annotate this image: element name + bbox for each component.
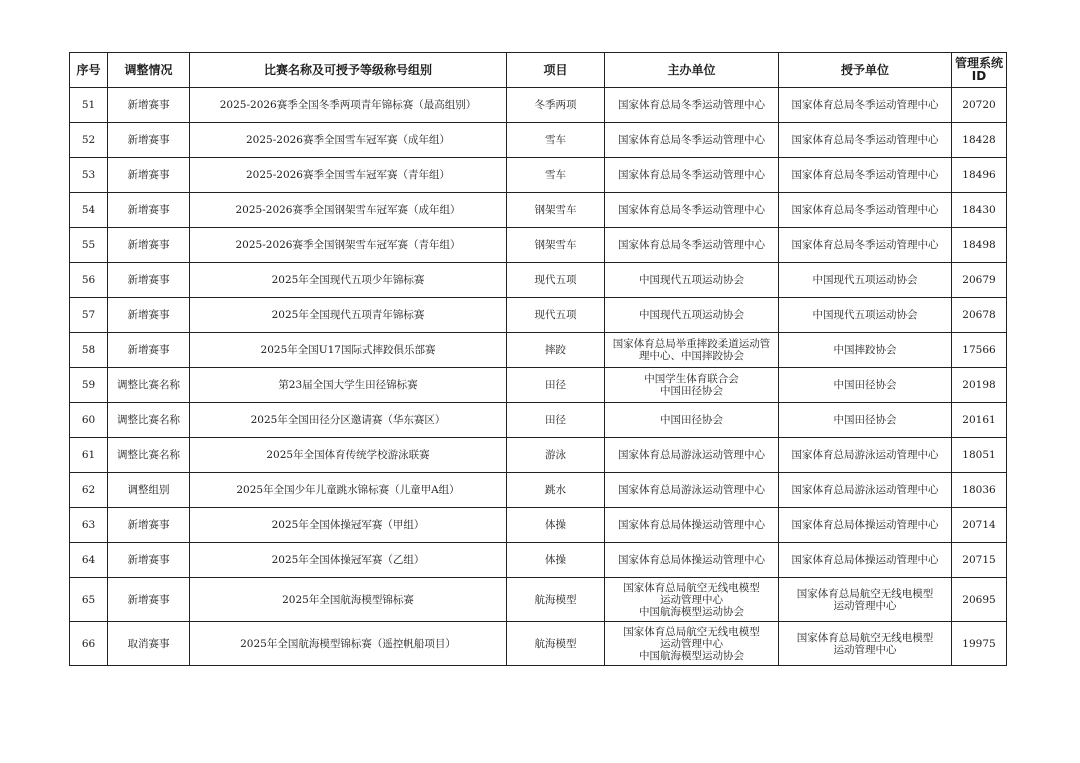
cell-no: 56 (70, 263, 108, 298)
cell-host (605, 403, 779, 438)
cell-competition-name: 2025-2026赛季全国冬季两项青年锦标赛（最高组别） (190, 88, 507, 123)
cell-system-id: 20161 (952, 403, 1007, 438)
cell-no: 57 (70, 298, 108, 333)
cell-sport: 航海模型 (507, 578, 605, 622)
cell-grantor-line: 中国现代五项运动协会 (812, 274, 918, 286)
cell-host-line: 国家体育总局游泳运动管理中心 (618, 484, 765, 496)
cell-grantor (779, 403, 952, 438)
cell-sport: 冬季两项 (507, 88, 605, 123)
cell-sport: 体操 (507, 543, 605, 578)
cell-host-line: 中国航海模型运动协会 (639, 649, 744, 662)
table-row (70, 158, 1007, 193)
cell-adjustment: 新增赛事 (108, 543, 190, 578)
cell-competition-name: 2025年全国体育传统学校游泳联赛 (190, 438, 507, 473)
header-system-id: 管理系统ID (952, 53, 1007, 88)
cell-no: 62 (70, 473, 108, 508)
cell-no: 60 (70, 403, 108, 438)
table-row (70, 473, 1007, 508)
cell-competition-name: 2025年全国田径分区邀请赛（华东赛区） (190, 403, 507, 438)
table-row (70, 228, 1007, 263)
cell-sport: 现代五项 (507, 263, 605, 298)
cell-competition-name: 2025-2026赛季全国钢架雪车冠军赛（青年组） (190, 228, 507, 263)
cell-adjustment: 调整组别 (108, 473, 190, 508)
cell-host (605, 622, 779, 666)
cell-host (605, 228, 779, 263)
cell-adjustment: 新增赛事 (108, 88, 190, 123)
cell-host (605, 578, 779, 622)
table-body (70, 88, 1007, 666)
table-row (70, 368, 1007, 403)
cell-grantor-line: 中国现代五项运动协会 (812, 309, 918, 321)
cell-sport: 田径 (507, 403, 605, 438)
cell-grantor-line: 国家体育总局游泳运动管理中心 (791, 449, 939, 461)
cell-sport: 摔跤 (507, 333, 605, 368)
cell-no: 64 (70, 543, 108, 578)
table-header-row (70, 53, 1007, 88)
cell-competition-name: 2025年全国少年儿童跳水锦标赛（儿童甲A组） (190, 473, 507, 508)
header-no: 序号 (70, 53, 108, 88)
header-sport: 项目 (507, 53, 605, 88)
cell-system-id: 20678 (952, 298, 1007, 333)
cell-adjustment: 调整比赛名称 (108, 403, 190, 438)
cell-system-id: 20198 (952, 368, 1007, 403)
cell-grantor (779, 508, 952, 543)
cell-host (605, 193, 779, 228)
cell-competition-name: 2025-2026赛季全国雪车冠军赛（青年组） (190, 158, 507, 193)
cell-grantor (779, 578, 952, 622)
cell-host (605, 473, 779, 508)
cell-host (605, 508, 779, 543)
cell-competition-name: 2025年全国现代五项青年锦标赛 (190, 298, 507, 333)
cell-grantor-line: 国家体育总局航空无线电模型 (796, 587, 934, 600)
cell-system-id: 20720 (952, 88, 1007, 123)
cell-adjustment: 新增赛事 (108, 158, 190, 193)
table-row (70, 193, 1007, 228)
cell-grantor-line: 国家体育总局体操运动管理中心 (791, 519, 939, 531)
cell-host (605, 123, 779, 158)
cell-system-id: 20679 (952, 263, 1007, 298)
cell-grantor-line: 运动管理中心 (833, 599, 897, 612)
table-row (70, 88, 1007, 123)
cell-grantor (779, 622, 952, 666)
cell-system-id: 18428 (952, 123, 1007, 158)
cell-no: 53 (70, 158, 108, 193)
table-row (70, 438, 1007, 473)
cell-host-line: 运动管理中心 (660, 593, 723, 606)
cell-grantor (779, 298, 952, 333)
cell-adjustment: 新增赛事 (108, 578, 190, 622)
table-row (70, 263, 1007, 298)
cell-adjustment: 新增赛事 (108, 193, 190, 228)
cell-host (605, 543, 779, 578)
cell-grantor-line: 中国摔跤协会 (833, 344, 897, 356)
cell-host (605, 158, 779, 193)
header-adjustment: 调整情况 (108, 53, 190, 88)
cell-adjustment: 新增赛事 (108, 508, 190, 543)
cell-system-id: 19975 (952, 622, 1007, 666)
cell-grantor-line: 国家体育总局体操运动管理中心 (791, 554, 939, 566)
cell-host-line: 国家体育总局冬季运动管理中心 (618, 99, 765, 111)
cell-host-line: 国家体育总局冬季运动管理中心 (618, 169, 765, 181)
cell-host (605, 88, 779, 123)
cell-system-id: 18498 (952, 228, 1007, 263)
cell-grantor (779, 228, 952, 263)
cell-competition-name: 第23届全国大学生田径锦标赛 (190, 368, 507, 403)
cell-host-line: 国家体育总局举重摔跤柔道运动管 (612, 338, 771, 350)
cell-adjustment: 调整比赛名称 (108, 438, 190, 473)
cell-sport: 钢架雪车 (507, 228, 605, 263)
cell-no: 54 (70, 193, 108, 228)
cell-no: 66 (70, 622, 108, 666)
cell-host-line: 国家体育总局游泳运动管理中心 (618, 449, 765, 461)
cell-host-line: 国家体育总局体操运动管理中心 (618, 519, 765, 531)
cell-host-line: 中国现代五项运动协会 (639, 309, 744, 321)
cell-grantor-line: 国家体育总局冬季运动管理中心 (791, 99, 939, 111)
cell-host-line: 中国田径协会 (660, 414, 723, 426)
cell-grantor-line: 国家体育总局游泳运动管理中心 (791, 484, 939, 496)
cell-adjustment: 取消赛事 (108, 622, 190, 666)
cell-adjustment: 新增赛事 (108, 298, 190, 333)
cell-host (605, 438, 779, 473)
cell-host (605, 298, 779, 333)
cell-no: 63 (70, 508, 108, 543)
cell-system-id: 18051 (952, 438, 1007, 473)
cell-sport: 现代五项 (507, 298, 605, 333)
cell-competition-name: 2025年全国U17国际式摔跤俱乐部赛 (190, 333, 507, 368)
cell-no: 61 (70, 438, 108, 473)
cell-grantor-line: 国家体育总局冬季运动管理中心 (791, 239, 939, 251)
cell-sport: 体操 (507, 508, 605, 543)
cell-grantor (779, 88, 952, 123)
cell-system-id: 20714 (952, 508, 1007, 543)
cell-system-id: 20715 (952, 543, 1007, 578)
cell-grantor (779, 368, 952, 403)
cell-grantor (779, 438, 952, 473)
competition-table (69, 52, 1007, 666)
cell-grantor-line: 国家体育总局航空无线电模型 (796, 631, 934, 644)
cell-grantor-line: 国家体育总局冬季运动管理中心 (791, 134, 939, 146)
cell-no: 52 (70, 123, 108, 158)
cell-system-id: 18036 (952, 473, 1007, 508)
cell-host-line: 中国航海模型运动协会 (639, 605, 744, 618)
cell-grantor-line: 运动管理中心 (833, 643, 897, 656)
cell-no: 51 (70, 88, 108, 123)
cell-host (605, 263, 779, 298)
cell-adjustment: 新增赛事 (108, 263, 190, 298)
competition-table-wrapper (69, 52, 1007, 666)
table-row (70, 403, 1007, 438)
cell-host-line: 中国现代五项运动协会 (639, 274, 744, 286)
cell-adjustment: 新增赛事 (108, 228, 190, 263)
cell-adjustment: 新增赛事 (108, 123, 190, 158)
table-row (70, 333, 1007, 368)
cell-no: 59 (70, 368, 108, 403)
cell-host-line: 中国田径协会 (660, 385, 723, 397)
cell-no: 55 (70, 228, 108, 263)
table-row (70, 298, 1007, 333)
cell-competition-name: 2025年全国航海模型锦标赛（遥控帆船项目） (190, 622, 507, 666)
cell-sport: 游泳 (507, 438, 605, 473)
cell-host-line: 国家体育总局体操运动管理中心 (618, 554, 765, 566)
cell-sport: 跳水 (507, 473, 605, 508)
cell-grantor (779, 123, 952, 158)
cell-competition-name: 2025-2026赛季全国雪车冠军赛（成年组） (190, 123, 507, 158)
cell-grantor (779, 543, 952, 578)
cell-competition-name: 2025年全国航海模型锦标赛 (190, 578, 507, 622)
header-grantor: 授予单位 (779, 53, 952, 88)
table-row (70, 622, 1007, 666)
cell-adjustment: 调整比赛名称 (108, 368, 190, 403)
cell-host-line: 国家体育总局冬季运动管理中心 (618, 204, 765, 216)
cell-system-id: 17566 (952, 333, 1007, 368)
cell-sport: 雪车 (507, 158, 605, 193)
cell-competition-name: 2025-2026赛季全国钢架雪车冠军赛（成年组） (190, 193, 507, 228)
cell-host (605, 368, 779, 403)
cell-grantor (779, 473, 952, 508)
table-row (70, 508, 1007, 543)
cell-host-line: 运动管理中心 (660, 637, 723, 650)
cell-grantor-line: 国家体育总局冬季运动管理中心 (791, 204, 939, 216)
cell-sport: 田径 (507, 368, 605, 403)
table-row (70, 543, 1007, 578)
cell-grantor-line: 中国田径协会 (833, 379, 897, 391)
cell-host-line: 国家体育总局冬季运动管理中心 (618, 239, 765, 251)
cell-grantor (779, 193, 952, 228)
cell-no: 58 (70, 333, 108, 368)
cell-sport: 航海模型 (507, 622, 605, 666)
cell-competition-name: 2025年全国体操冠军赛（乙组） (190, 543, 507, 578)
cell-grantor (779, 333, 952, 368)
cell-adjustment: 新增赛事 (108, 333, 190, 368)
header-host: 主办单位 (605, 53, 779, 88)
cell-sport: 雪车 (507, 123, 605, 158)
cell-grantor-line: 中国田径协会 (833, 414, 897, 426)
header-competition-name: 比赛名称及可授予等级称号组别 (190, 53, 507, 88)
cell-competition-name: 2025年全国现代五项少年锦标赛 (190, 263, 507, 298)
cell-host-line: 中国学生体育联合会 (644, 373, 739, 385)
cell-competition-name: 2025年全国体操冠军赛（甲组） (190, 508, 507, 543)
table-row (70, 578, 1007, 622)
cell-system-id: 20695 (952, 578, 1007, 622)
cell-sport: 钢架雪车 (507, 193, 605, 228)
cell-host-line: 国家体育总局航空无线电模型 (623, 581, 760, 594)
table-row (70, 123, 1007, 158)
cell-grantor-line: 国家体育总局冬季运动管理中心 (791, 169, 939, 181)
cell-grantor (779, 158, 952, 193)
cell-system-id: 18496 (952, 158, 1007, 193)
cell-host (605, 333, 779, 368)
cell-grantor (779, 263, 952, 298)
cell-host-line: 理中心、中国摔跤协会 (639, 350, 744, 362)
cell-system-id: 18430 (952, 193, 1007, 228)
cell-host-line: 国家体育总局航空无线电模型 (623, 625, 760, 638)
cell-no: 65 (70, 578, 108, 622)
cell-host-line: 国家体育总局冬季运动管理中心 (618, 134, 765, 146)
